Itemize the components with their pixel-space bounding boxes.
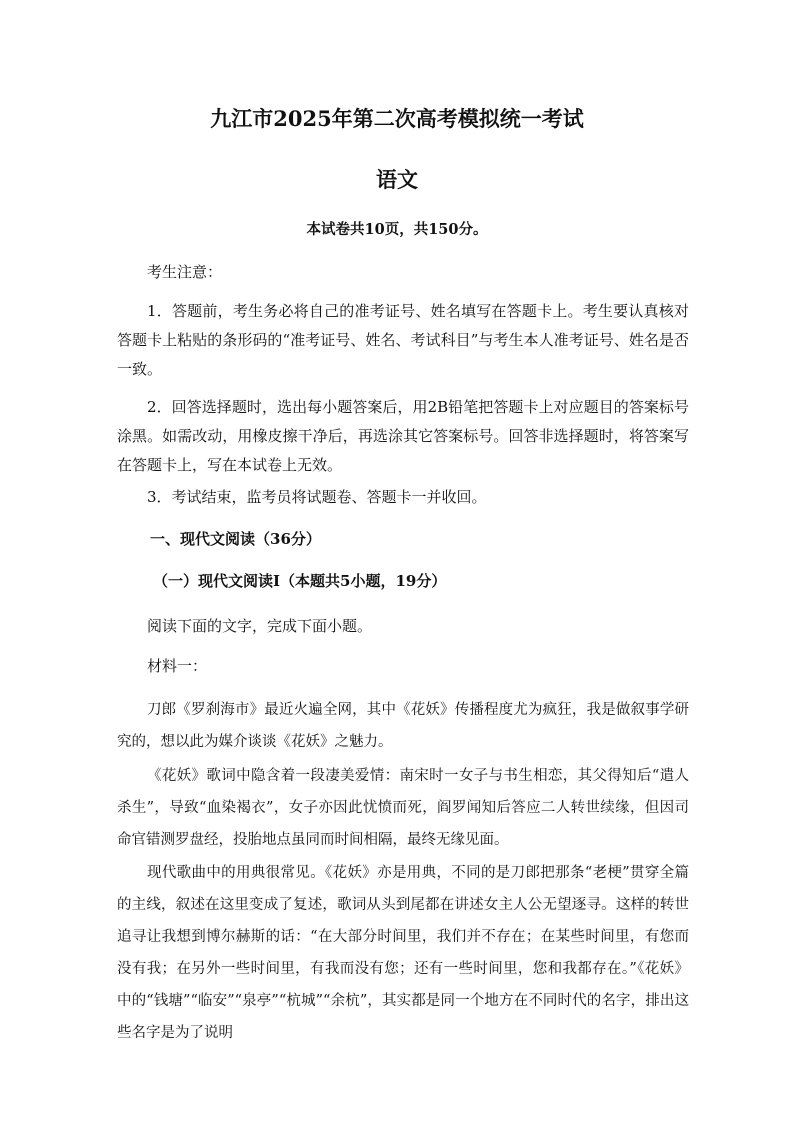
notice-item-3: 3．考试结束，监考员将试题卷、答题卡一并收回。 [147,488,487,506]
notice-label: 考生注意： [147,263,223,281]
material-paragraph-3: 现代歌曲中的用典很常见。《花妖》亦是用典，不同的是刀郎把那条“老梗”贯穿全篇的主线，叙述在这里变成了复述，歌词从头到尾都在讲述女主人公无望逐寻。这样的转世追寻让我想到博尔赫斯的话：“在大部分时间里，我们并不存在；在某些时间里，有您而没有我；在另外一些时间里，有我而没有您；还有一些时间里，您和我都存在。”《花妖》中的“钱塘”“临安”“泉亭”“杭城”“余杭”，其实都是同一个地方在不同时代的名字，排出这些名字是为了说明 [117,865,689,1041]
subject-title: 语文 [376,167,418,192]
material-paragraph-1: 刀郎《罗刹海市》最近火遍全网，其中《花妖》传播程度尤为疯狂，我是做叙事学研究的，想以此为媒介谈谈《花妖》之魅力。 [117,702,689,750]
material-paragraph-2: 《花妖》歌词中隐含着一段凄美爱情：南宋时一女子与书生相恋，其父得知后“遣人杀生”，导致“血染褐衣”，女子亦因此忧愤而死，阎罗闻知后答应二人转世续缘，但因司命官错测罗盘经，投胎地点虽同而时间相隔，最终无缘见面。 [117,768,689,848]
pages-info: 本试卷共10页，共150分。 [306,221,488,238]
section-heading: 一、现代文阅读（36分） [150,530,321,548]
reading-instruction: 阅读下面的文字，完成下面小题。 [147,617,373,635]
notice-item-2: 2．回答选择题时，选出每小题答案后，用2B铅笔把答题卡上对应题目的答案标号涂黑。如需改动，用橡皮擦干净后，再选涂其它答案标号。回答非选择题时，将答案写在答题卡上，写在本试卷上无效。 [117,398,689,474]
exam-title: 九江市2025年第二次高考模拟统一考试 [210,106,584,131]
notice-item-1: 1．答题前，考生务必将自己的准考证号、姓名填写在答题卡上。考生要认真核对答题卡上粘贴的条形码的“准考证号、姓名、考试科目”与考生本人准考证号、姓名是否一致。 [117,302,689,378]
section-subheading: （一）现代文阅读Ⅰ（本题共5小题，19分） [153,572,447,590]
material-label: 材料一： [147,657,208,675]
